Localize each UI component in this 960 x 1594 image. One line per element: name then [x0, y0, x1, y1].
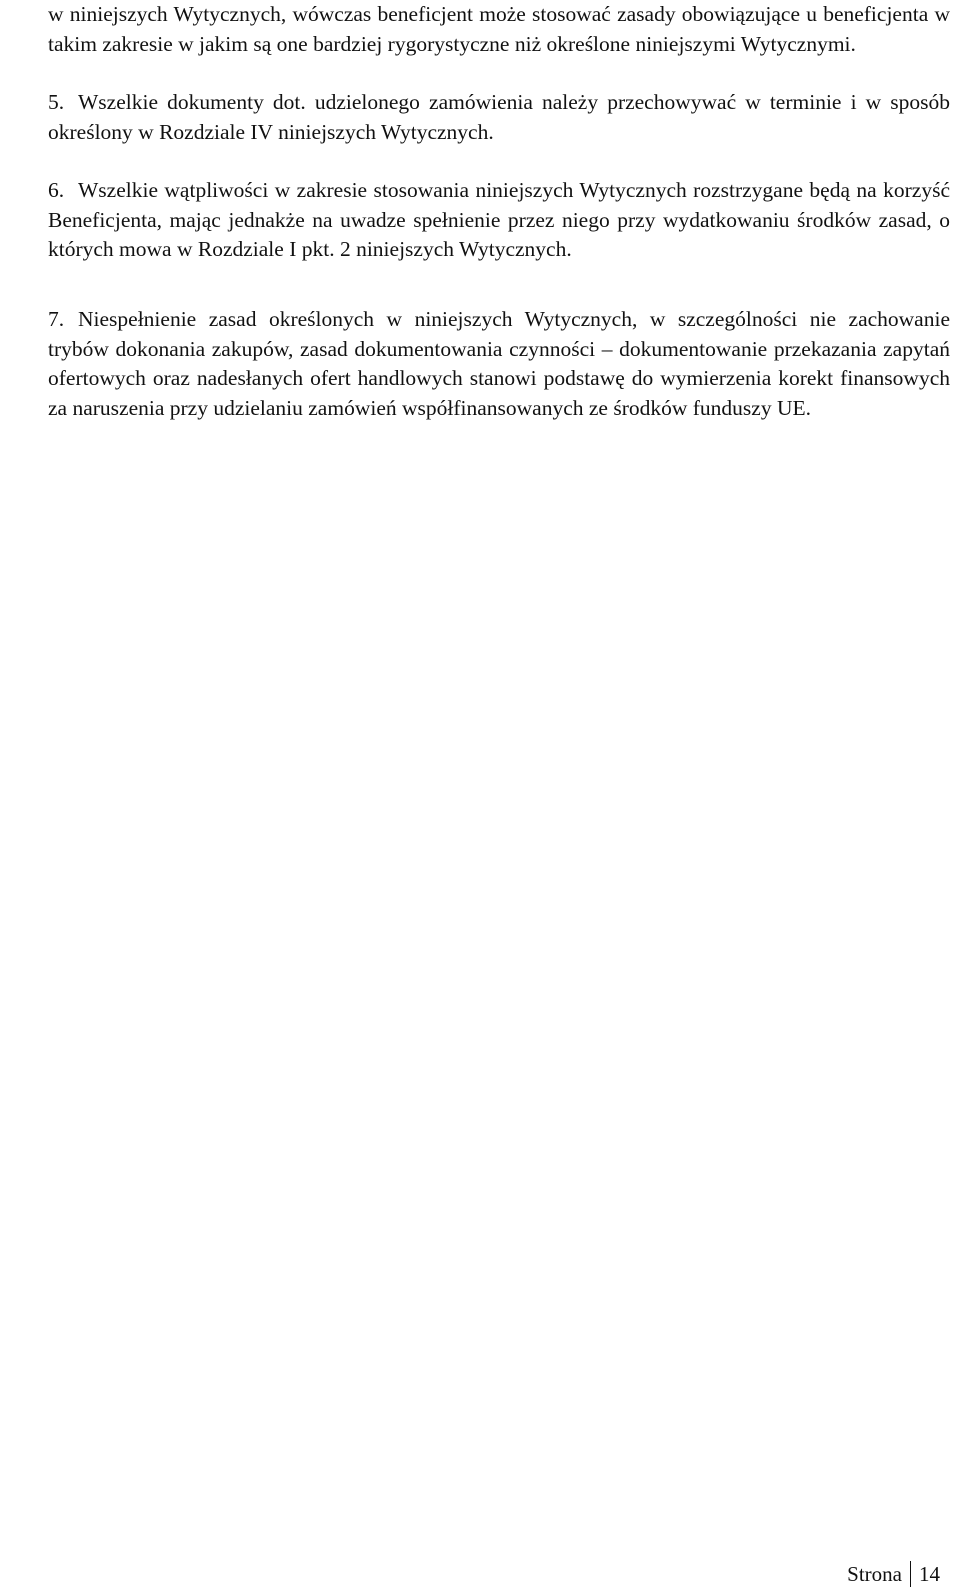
list-item-5 — [48, 88, 950, 147]
intro-text: w niniejszych Wytycznych, wówczas beneficjent może stosować zasady obowiązujące u beneficjenta w takim zakresie w jakim są one bardziej rygorystyczne niż określone niniejszymi Wytycznymi. — [48, 2, 950, 56]
item-text: Wszelkie dokumenty dot. udzielonego zamówienia należy przechowywać w terminie i w sposób określony w Rozdziale IV niniejszych Wytycznych. — [48, 90, 950, 144]
item-number: 5. — [48, 90, 65, 114]
item-text: Wszelkie wątpliwości w zakresie stosowania niniejszych Wytycznych rozstrzygane będą na korzyść Beneficjenta, mając jednakże na uwadze spełnienie przez niego przy wydatkowaniu środków zasad, o których mowa w Rozdziale I pkt. 2 niniejszych Wytycznych. — [48, 178, 950, 261]
list-item-6 — [48, 176, 950, 265]
footer-divider — [910, 1561, 911, 1587]
item-number: 6. — [48, 178, 65, 202]
page-label: Strona — [847, 1562, 902, 1586]
item-number: 7. — [48, 307, 65, 331]
page-footer — [847, 1560, 940, 1588]
list-item-7 — [48, 305, 950, 423]
item-text: Niespełnienie zasad określonych w niniejszych Wytycznych, w szczególności nie zachowanie trybów dokonania zakupów, zasad dokumentowania czynności – dokumentowanie przekazania zapytań ofertowych oraz nadesłanych ofert handlowych stanowi podstawę do wymierzenia korekt finansowych za naruszenia przy udzielaniu zamówień współfinansowanych ze środków funduszy UE. — [48, 307, 950, 420]
intro-paragraph — [48, 0, 950, 59]
page-number: 14 — [919, 1562, 940, 1586]
